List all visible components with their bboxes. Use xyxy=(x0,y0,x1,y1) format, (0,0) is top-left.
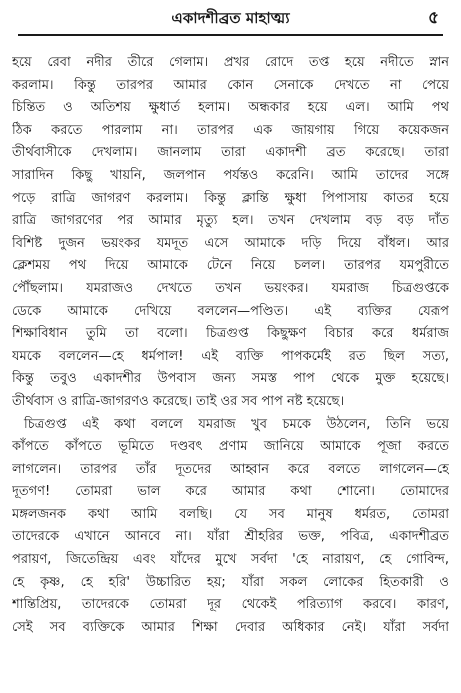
text-line: কাঁপতে কাঁপতে ভূমিতে দণ্ডবৎ প্রণাম জানিয়ে আমাকে পূজা করতে xyxy=(12,439,449,455)
text-line: রাত্রি জাগরণের পর আমার মৃত্যু হল। তখন দেখলাম বড় বড় দাঁত xyxy=(12,213,449,229)
text-line: চিত্রগুপ্ত এই কথা বললে যমরাজ খুব চমকে উঠলেন, তিনি ভয়ে xyxy=(24,416,449,432)
text-line: পড়ে রাত্রি জাগরণ করলাম। কিন্তু ক্লান্তি ক্ষুধা পিপাসায় কাতর হয়ে xyxy=(12,190,449,206)
text-line: ডেকে আমাকে দেখিয়ে বললেন—পণ্ডিত। এই ব্যক্তির যেরূপ xyxy=(12,303,449,319)
text-line: দূতগণ! তোমরা ভাল করে আমার কথা শোনো। তোমাদের xyxy=(12,484,449,500)
text-line: চিন্তিত ও অতিশয় ক্ষুধার্ত হলাম। অন্ধকার হয়ে এল। আমি পথ xyxy=(12,100,449,116)
text-line: মঙ্গলজনক কথা আমি বলছি। যে সব মানুষ ধর্মরত, তোমরা xyxy=(12,506,449,522)
page-header xyxy=(0,6,461,30)
body-text xyxy=(12,52,449,639)
text-line: পৌঁছলাম। যমরাজও দেখতে তখন ভয়ংকর। যমরাজ চিত্রগুপ্তকে xyxy=(12,280,449,296)
text-line: করলাম। কিন্তু তারপর আমার কোন সেনাকে দেখতে না পেয়ে xyxy=(12,77,449,93)
text-line: ক্লেশময় পথ দিয়ে আমাকে টেনে নিয়ে চলল। তারপর যমপুরীতে xyxy=(12,258,449,274)
text-line: লাগলেন। তারপর তাঁর দূতদের আহ্বান করে বলতে লাগলেন—হে xyxy=(12,461,449,477)
text-line: শিক্ষাবিধান তুমি তা বলো। চিত্রগুপ্ত কিছুক্ষণ বিচার করে ধর্মরাজ xyxy=(12,326,449,342)
text-line: ঠিক করতে পারলাম না। তারপর এক জায়গায় গিয়ে কয়েকজন xyxy=(12,122,449,138)
text-line: কিন্তু তবুও একাদশীর উপবাস জন্য সমস্ত পাপ থেকে মুক্ত হয়েছে। xyxy=(12,371,449,387)
text-line: হয়ে রেবা নদীর তীরে গেলাম। প্রখর রোদে তপ্ত হয়ে নদীতে স্নান xyxy=(12,55,449,70)
text-line: পরায়ণ, জিতেন্দ্রিয় এবং যাঁদের মুখে সর্বদা 'হে নারায়ণ, হে গোবিন্দ, xyxy=(12,552,449,568)
text-line: শান্তিপ্রিয়, তাদেরকে তোমরা দূর থেকেই পরিত্যাগ করবে। কারণ, xyxy=(12,597,449,613)
running-title: একাদশীব্রত মাহাত্ম্য xyxy=(171,9,290,27)
page-number: ৫ xyxy=(427,8,439,28)
header-rule xyxy=(18,34,443,36)
text-line: হে কৃষ্ণ, হে হরি' উচ্চারিত হয়; যাঁরা সকল লোকের হিতকারী ও xyxy=(12,574,449,590)
text-line: তীর্থবাস ও রাত্রি-জাগরণও করেছে। তাই ওর সব পাপ নষ্ট হয়েছে। xyxy=(12,393,345,409)
text-line: যমকে বললেন—হে ধর্মপাল! এই ব্যক্তি পাপকর্মেই রত ছিল সত্য, xyxy=(12,348,449,364)
text-line: তীর্থবাসীকে দেখলাম। জানলাম তারা একাদশী ব্রত করেছে। তারা xyxy=(12,145,449,161)
text-line: তাদেরকে এখানে আনবে না। যাঁরা শ্রীহরির ভক্ত, পবিত্র, একাদশীব্রত xyxy=(12,529,449,545)
text-line: সেই সব ব্যক্তিকে আমার শিক্ষা দেবার অধিকার নেই। যাঁরা সর্বদা xyxy=(12,619,449,635)
text-line: সারাদিন কিছু খায়নি, জলপান পর্যন্তও করেনি। আমি তাদের সঙ্গে xyxy=(12,167,449,183)
text-line: বিশিষ্ট দুজন ভয়ংকর যমদূত এসে আমাকে দড়ি দিয়ে বাঁধল। আর xyxy=(12,235,449,251)
